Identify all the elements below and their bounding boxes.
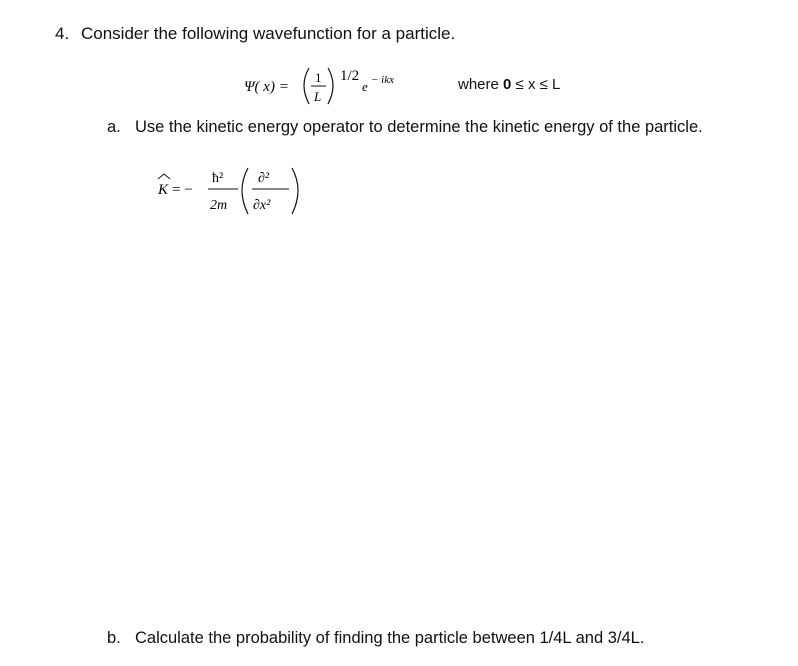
hbar-squared: ħ² bbox=[212, 171, 224, 186]
domain-range: ≤ x ≤ L bbox=[515, 76, 561, 93]
part-a bbox=[107, 118, 703, 137]
wavefunction-equation bbox=[236, 60, 436, 110]
right-paren-op bbox=[292, 168, 298, 214]
part-a-label: a. bbox=[107, 118, 121, 136]
question-title bbox=[55, 24, 455, 44]
power: 1/2 bbox=[340, 68, 360, 84]
partial-x-squared: ∂x² bbox=[253, 198, 271, 213]
part-a-text: Use the kinetic energy operator to determine the kinetic energy of the particle. bbox=[135, 118, 703, 136]
domain-condition bbox=[458, 76, 560, 93]
question-text: Consider the following wavefunction for a particle. bbox=[81, 24, 456, 43]
exp-exponent: − ikx bbox=[371, 74, 394, 86]
fraction-denominator: L bbox=[314, 89, 322, 104]
hat-symbol bbox=[158, 174, 170, 179]
zero-symbol: 0 bbox=[503, 76, 512, 93]
part-b-label: b. bbox=[107, 629, 121, 647]
part-b bbox=[107, 629, 644, 648]
right-paren bbox=[328, 68, 333, 104]
equals-minus: = − bbox=[172, 182, 193, 198]
left-paren-op bbox=[242, 168, 248, 214]
part-b-text: Calculate the probability of finding the particle between 1/4L and 3/4L. bbox=[135, 629, 645, 647]
left-paren bbox=[304, 68, 309, 104]
two-m: 2m bbox=[210, 198, 228, 213]
kinetic-operator-equation bbox=[152, 162, 312, 222]
operator-symbol: K bbox=[158, 182, 169, 198]
fraction-numerator: 1 bbox=[315, 70, 322, 85]
where-word: where bbox=[458, 76, 499, 93]
partial-squared: ∂² bbox=[258, 171, 270, 186]
exp-base: e bbox=[362, 79, 368, 94]
question-number: 4. bbox=[55, 24, 70, 43]
wavefunction-lhs: Ψ( x) = bbox=[244, 79, 289, 95]
